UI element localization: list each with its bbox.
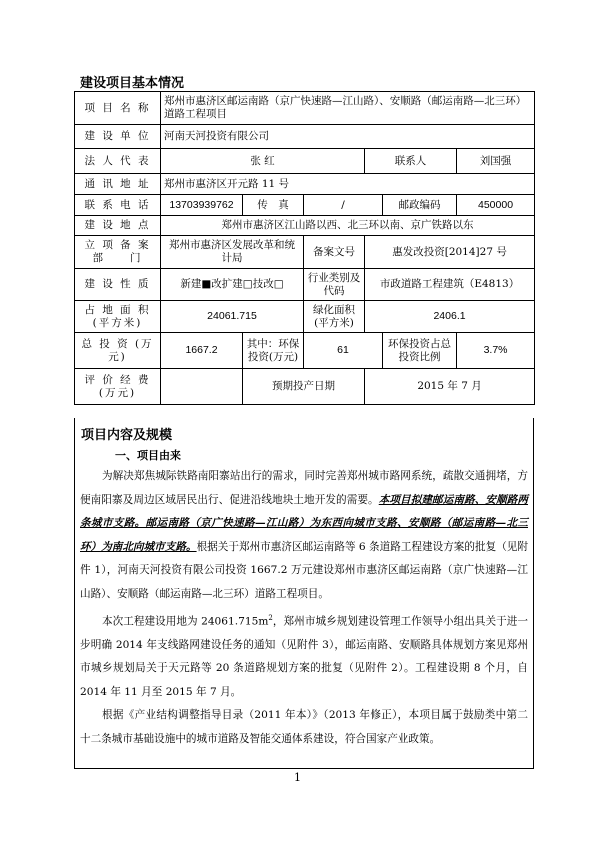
postcode-label: 邮政编码 <box>383 195 457 216</box>
postcode-value: 450000 <box>457 195 535 216</box>
paragraph-text: 本次工程建设用地为 24061.715m <box>102 615 269 628</box>
location-label: 建 设 地 点 <box>75 216 161 236</box>
fax-value: / <box>304 195 383 216</box>
project-name-value: 郑州市惠济区邮运南路（京广快速路—江山路）、安顺路（邮运南路—北三环）道路工程项目 <box>161 92 535 125</box>
env-ratio-value: 3.7% <box>457 333 535 369</box>
total-investment-label: 总 投 资 (万元) <box>75 333 161 369</box>
page-title: 建设项目基本情况 <box>80 76 185 91</box>
project-content-section <box>74 418 534 769</box>
superscript: 2 <box>268 613 273 622</box>
paragraph-policy: 根据《产业结构调整指导目录（2011 年本）》（2013 年修正），本项目属于鼓励类中第二十二条城市基础设施中的城市道路及智能交通体系建设，符合国家产业政策。 <box>80 709 528 746</box>
approval-no-label: 备案文号 <box>304 236 365 269</box>
location-value: 郑州市惠济区江山路以西、北三环以南、京广铁路以东 <box>161 216 535 236</box>
builder-label: 建 设 单 位 <box>75 125 161 149</box>
paragraph-land <box>80 607 528 705</box>
paragraph-origin <box>80 465 528 607</box>
operation-date-value: 2015 年 7 月 <box>365 369 535 405</box>
contact-label: 联系人 <box>365 149 457 174</box>
contact-value: 刘国强 <box>457 149 535 174</box>
builder-value: 河南天河投资有限公司 <box>161 125 535 149</box>
project-name-label: 项 目 名 称 <box>75 92 161 125</box>
area-value: 24061.715 <box>161 301 304 333</box>
review-fee-label: 评 价 经 费 (万元) <box>75 369 161 405</box>
page-number: 1 <box>294 771 301 784</box>
phone-value: 13703939762 <box>161 195 243 216</box>
address-label: 通 讯 地 址 <box>75 174 161 195</box>
approval-no-value: 惠发改投资[2014]27 号 <box>365 236 535 269</box>
paragraph-text: 为解决郑焦城际铁路南阳寨站出行的需求，同时完善郑州城市路网系统，疏散交通拥堵，方便南阳寨及周边区域居民出行、促进沿线地块土地开发的需要。 <box>80 470 528 506</box>
green-area-value: 2406.1 <box>365 301 535 333</box>
operation-date-label: 预期投产日期 <box>243 369 365 405</box>
env-investment-label: 其中：环保投资(万元) <box>243 333 304 369</box>
approval-dept-value: 郑州市惠济区发展改革和统计局 <box>161 236 304 269</box>
review-fee-value <box>161 369 243 405</box>
legal-rep-value: 张 红 <box>161 149 365 174</box>
env-ratio-label: 环保投资占总投资比例 <box>383 333 457 369</box>
basic-info-table <box>74 91 535 405</box>
nature-label: 建 设 性 质 <box>75 269 161 301</box>
env-investment-value: 61 <box>304 333 383 369</box>
phone-label: 联 系 电 话 <box>75 195 161 216</box>
green-area-label: 绿化面积 (平方米) <box>304 301 365 333</box>
industry-label: 行业类别及代码 <box>304 269 365 301</box>
legal-rep-label: 法 人 代 表 <box>75 149 161 174</box>
section-subtitle: 一、项目由来 <box>115 449 181 462</box>
fax-label: 传 真 <box>243 195 304 216</box>
paragraph-text: ，郑州市城乡规划建设管理工作领导小组出具关于进一步明确 2014 年支线路网建设任务的通知（见附件 3），邮运南路、安顺路具体规划方案见郑州市城乡规划局关于天元路等 20 条道路规划方案的批复（见附件 2）。工程建设期 8 个月，自 2014 年 11 月至 2015 年 7 月。 <box>80 615 529 698</box>
total-investment-value: 1667.2 <box>161 333 243 369</box>
paragraph-text: 根据关于郑州市惠济区邮运南路等 6 条道路工程建设方案的批复（见附件 1），河南天河投资有限公司投资 1667.2 万元建设郑州市惠济区邮运南路（京广快速路—江山路）、安顺路（邮运南路—北三环）道路工程项目。 <box>80 540 528 600</box>
nature-value: 新建■改扩建□技改□ <box>161 269 304 301</box>
address-value: 郑州市惠济区开元路 11 号 <box>161 174 535 195</box>
area-label: 占 地 面 积 (平方米) <box>75 301 161 333</box>
approval-dept-label: 立 项 备 案 部 门 <box>75 236 161 269</box>
emphasized-text: 本项目拟建邮运南路、安顺路两条城市支路。邮运南路（京广快速路—江山路）为东西向城市支路、安顺路（邮运南路—北三环）为南北向城市支路。 <box>80 493 529 553</box>
industry-value: 市政道路工程建筑（E4813） <box>365 269 535 301</box>
section-title: 项目内容及规模 <box>81 428 173 443</box>
section-body <box>80 465 528 752</box>
